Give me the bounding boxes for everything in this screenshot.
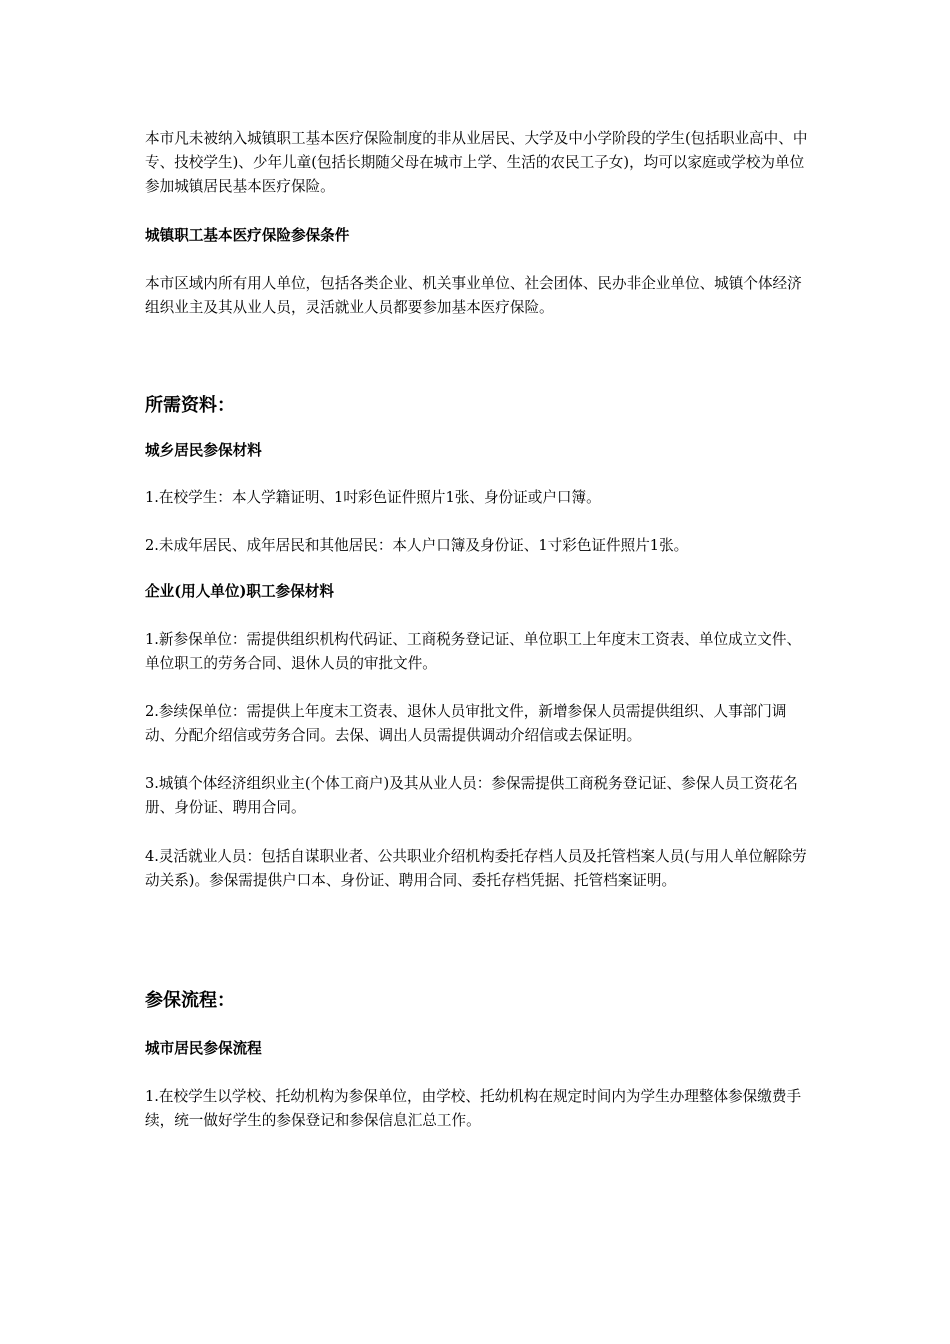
employee-eligibility-paragraph: 本市区域内所有用人单位，包括各类企业、机关事业单位、社会团体、民办非企业单位、城镇个体经济组织业主及其从业人员，灵活就业人员都要参加基本医疗保险。 <box>145 275 802 316</box>
list-item: 1.在校学生以学校、托幼机构为参保单位，由学校、托幼机构在规定时间内为学生办理整体参保缴费手续，统一做好学生的参保登记和参保信息汇总工作。 <box>145 1088 802 1129</box>
process-section-title: 参保流程： <box>145 990 235 1011</box>
city-residents-process-heading: 城市居民参保流程 <box>145 1040 262 1057</box>
list-item: 1.新参保单位：需提供组织机构代码证、工商税务登记证、单位职工上年度末工资表、单位成立文件、单位职工的劳务合同、退休人员的审批文件。 <box>145 631 802 672</box>
list-item: 4.灵活就业人员：包括自谋职业者、公共职业介绍机构委托存档人员及托管档案人员(与用人单位解除劳动关系)。参保需提供户口本、身份证、聘用合同、委托存档凭据、托管档案证明。 <box>145 848 807 889</box>
residents-materials-heading: 城乡居民参保材料 <box>145 442 262 459</box>
list-item: 1.在校学生：本人学籍证明、1吋彩色证件照片1张、身份证或户口簿。 <box>145 489 601 506</box>
employees-materials-heading: 企业(用人单位)职工参保材料 <box>145 583 334 600</box>
list-item: 2.参续保单位：需提供上年度末工资表、退休人员审批文件，新增参保人员需提供组织、人事部门调动、分配介绍信或劳务合同。去保、调出人员需提供调动介绍信或去保证明。 <box>145 703 787 744</box>
materials-section-title: 所需资料： <box>145 395 235 416</box>
employee-eligibility-heading: 城镇职工基本医疗保险参保条件 <box>145 227 350 244</box>
intro-paragraph: 本市凡未被纳入城镇职工基本医疗保险制度的非从业居民、大学及中小学阶段的学生(包括职业高中、中专、技校学生)、少年儿童(包括长期随父母在城市上学、生活的农民工子女)，均可以家庭或学校为单位参加城镇居民基本医疗保险。 <box>145 130 808 195</box>
list-item: 3.城镇个体经济组织业主(个体工商户)及其从业人员：参保需提供工商税务登记证、参保人员工资花名册、身份证、聘用合同。 <box>145 775 798 816</box>
list-item: 2.未成年居民、成年居民和其他居民：本人户口簿及身份证、1寸彩色证件照片1张。 <box>145 537 689 554</box>
